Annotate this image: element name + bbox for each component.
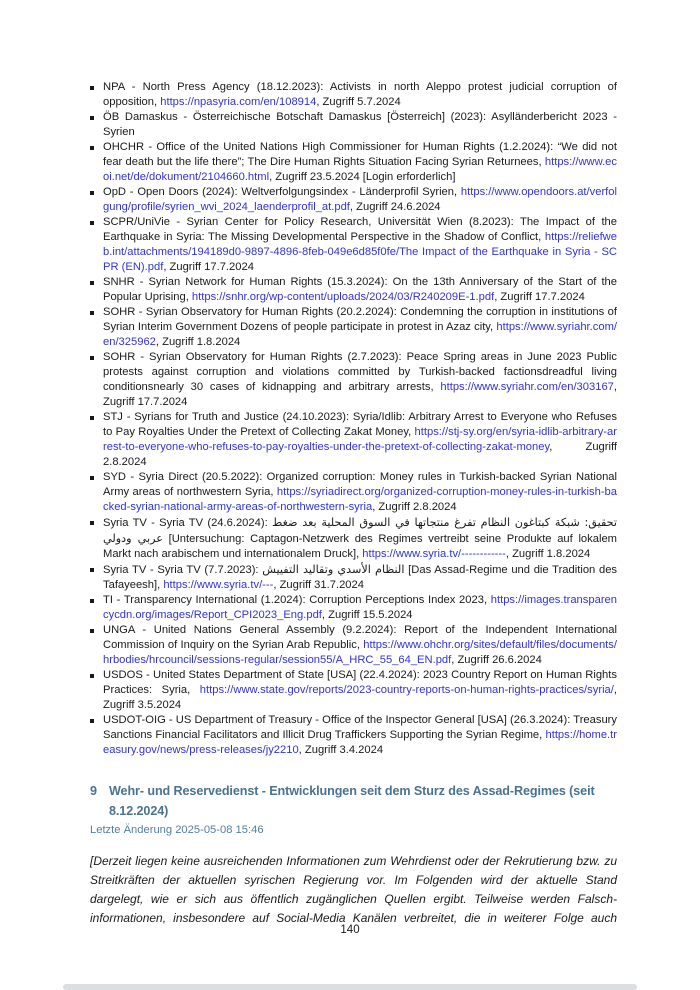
intro-paragraph: [Derzeit liegen keine ausreichenden Informationen zum Wehrdienst oder der Rekrutierung bzw. zu Streitkräften der aktuellen syrischen Regierung vor. Im Folgenden wird der aktuelle Stand dargelegt, wie er sich aus öffentlich zugänglichen Quellen ergibt. Teilweise werden Falsch-informationen, insbesondere auf Social-Media Kanälen verbreitet, die in weiterer Folge auch: [90, 854, 617, 925]
source-link[interactable]: https://www.ohchr.org/sites/default/files/documents/hrbodies/hrcouncil/sessions-regular/session55/A_HRC_55_64_EN.pdf: [103, 639, 617, 666]
source-link[interactable]: https://www.opendoors.at/verfolgung/profile/syrien_wvi_2024_laenderprofil_at.pdf: [103, 186, 617, 213]
entry-text: TI - Transparency International (1.2024): Corruption Perceptions Index 2023,: [103, 594, 491, 606]
entry-text: , Zugriff 26.6.2024: [451, 654, 542, 666]
entry-text: STJ - Syrians for Truth and Justice (24.10.2023): Syria/Idlib: Arbitrary Arrest to Everyone who Refuses to Pay Royalties Under the Pretext of Collecting Zakat Money,: [103, 411, 617, 438]
entry-text: SOHR - Syrian Observatory for Human Rights (20.2.2024): Condemning the corruption in institutions of Syrian Interim Government Dozens of people participate in protest in Azaz city,: [103, 306, 617, 333]
entry-text: , Zugriff 17.7.2024: [494, 291, 585, 303]
bibliography-entry: [90, 110, 617, 140]
entry-text: Syria TV - Syria TV (24.6.2024):: [103, 517, 272, 529]
source-link[interactable]: https://images.transparencycdn.org/images/Report_CPI2023_Eng.pdf: [103, 594, 617, 621]
bibliography-entry: [90, 713, 617, 758]
entry-text: , Zugriff 15.5.2024: [321, 609, 413, 621]
entry-text: SCPR/UniVie - Syrian Center for Policy Research, Universität Wien (8.2023): The Impact of the Earthquake in Syria: The Missing Developmental Perspective in the Shadow of Conflict,: [103, 216, 617, 243]
bibliography-entry: [90, 80, 617, 110]
bibliography-entry: [90, 593, 617, 623]
entry-text: OpD - Open Doors (2024): Weltverfolgungsindex - Länderprofil Syrien,: [103, 186, 461, 198]
entry-text: SOHR - Syrian Observatory for Human Rights (2.7.2023): Peace Spring areas in June 2023 Public protests against corruption and violations committed by Turkish-backed factionsdreadful living conditionsnearly 30 cases of kidnapping and arbitrary arrests,: [103, 351, 617, 393]
entry-text: , Zugriff 31.7.2024: [273, 579, 364, 591]
source-link[interactable]: https://www.ecoi.net/de/dokument/2104660.html: [103, 156, 617, 183]
entry-text: SYD - Syria Direct (20.5.2022): Organized corruption: Money rules in Turkish-backed Syrian National Army areas of northwestern Syria,: [103, 471, 617, 498]
entry-text: ÖB Damaskus - Österreichische Botschaft Damaskus [Österreich] (2023): Asylländerbericht 2023 - Syrien: [103, 111, 617, 138]
entry-text: , Zugriff 2.8.2024: [103, 441, 617, 468]
source-link[interactable]: https://www.syria.tv/------------: [362, 548, 506, 560]
bibliography-entry: [90, 410, 617, 470]
bibliography-entry: [90, 140, 617, 185]
arabic-source-title: النظام الأسدي وتقاليد التفييش: [262, 563, 405, 576]
bibliography-entry: [90, 215, 617, 275]
bibliography-entry: [90, 470, 617, 515]
entry-text: , Zugriff 17.7.2024: [103, 381, 617, 408]
entry-text: , Zugriff 17.7.2024: [163, 261, 254, 273]
entry-text: Syria TV - Syria TV (7.7.2023):: [103, 564, 263, 576]
entry-text: OHCHR - Office of the United Nations High Commissioner for Human Rights (1.2.2024): “We did not fear death but the life there”; The Dire Human Rights Situation Facing Syrian Returnees,: [103, 141, 617, 168]
entry-text: , Zugriff 1.8.2024: [155, 336, 241, 348]
entry-text: , Zugriff 23.5.2024 [Login erforderlich]: [269, 171, 456, 183]
entry-text: [Untersuchung: Captagon-Netzwerk des Regimes vertreibt seine Produkte auf lokalem Markt nach arabischem und internationalem Druck],: [103, 533, 617, 560]
entry-text: USDOS - United States Department of State [USA] (22.4.2024): 2023 Country Report on Human Rights Practices: Syria,: [103, 669, 617, 696]
source-link[interactable]: https://www.syriahr.com/en/303167: [440, 381, 614, 393]
source-link[interactable]: https://reliefweb.int/attachments/194189d0-9897-4896-8feb-049e6d85f0fe/The Impact of the Earthquake in Syria - SCPR (EN).pdf: [103, 231, 617, 273]
entry-text: USDOT-OIG - US Department of Treasury - Office of the Inspector General [USA] (26.3.2024): Treasury Sanctions Financial Facilitators and Illicit Drug Traffickers Supporting the Syrian Regime,: [103, 714, 617, 741]
bibliography-entry: [90, 185, 617, 215]
entry-text: , Zugriff 1.8.2024: [505, 548, 591, 560]
entry-text: , Zugriff 24.6.2024: [349, 201, 441, 213]
entry-text: , Zugriff 2.8.2024: [372, 501, 457, 513]
bibliography-entry: [90, 275, 617, 305]
source-link[interactable]: https://syriadirect.org/organized-corruption-money-rules-in-turkish-backed-syrian-national-army-areas-of-northwestern-syria: [103, 486, 617, 513]
source-link[interactable]: https://npasyria.com/en/108914: [160, 96, 317, 108]
source-link[interactable]: https://www.state.gov/reports/2023-country-reports-on-human-rights-practices/syria/: [199, 684, 614, 696]
last-change-note: Letzte Änderung 2025-05-08 15:46: [90, 824, 264, 836]
source-link[interactable]: https://www.syria.tv/---: [163, 579, 274, 591]
bibliography-entry: [90, 515, 617, 562]
source-link[interactable]: https://snhr.org/wp-content/uploads/2024/03/R240209E-1.pdf: [191, 291, 495, 303]
section-heading: [90, 781, 617, 821]
source-link[interactable]: https://stj-sy.org/en/syria-idlib-arbitrary-arrest-to-everyone-who-refuses-to-pay-royalties-under-the-pretext-of-collecting-zakat-money: [103, 426, 617, 453]
bibliography-entry: [90, 350, 617, 410]
bibliography-list: [90, 80, 617, 758]
entry-text: , Zugriff 3.5.2024: [103, 684, 617, 711]
bibliography-entry: [90, 623, 617, 668]
entry-text: NPA - North Press Agency (18.12.2023): Activists in north Aleppo protest judicial corruption of opposition,: [103, 81, 617, 108]
entry-text: SNHR - Syrian Network for Human Rights (15.3.2024): On the 13th Anniversary of the Start of the Popular Uprising,: [103, 276, 617, 303]
source-link[interactable]: https://www.syriahr.com/en/325962: [103, 321, 617, 348]
section-number: 9: [90, 784, 97, 798]
page-edge-bar: [63, 984, 637, 990]
entry-text: [Das Assad-Regime und die Tradition des Tafayeesh],: [103, 564, 618, 591]
bibliography-entry: [90, 668, 617, 713]
entry-text: UNGA - United Nations General Assembly (9.2.2024): Report of the Independent International Commission of Inquiry on the Syrian Arab Republic,: [103, 624, 617, 651]
page-number: 140: [340, 924, 360, 936]
entry-text: , Zugriff 3.4.2024: [298, 744, 384, 756]
arabic-source-title: تحقيق: شبكة كبتاغون النظام تفرغ منتجاتها في السوق المحلية بعد ضغط عربي ودولي: [103, 516, 618, 545]
section-title: Wehr- und Reservedienst - Entwicklungen seit dem Sturz des Assad-Regimes (seit 8.12.2024): [109, 784, 595, 818]
bibliography-entry: [90, 305, 617, 350]
entry-text: , Zugriff 5.7.2024: [316, 96, 401, 108]
source-link[interactable]: https://home.treasury.gov/news/press-releases/jy2210: [103, 729, 617, 756]
page-content: [90, 80, 617, 940]
bibliography-entry: [90, 562, 617, 593]
